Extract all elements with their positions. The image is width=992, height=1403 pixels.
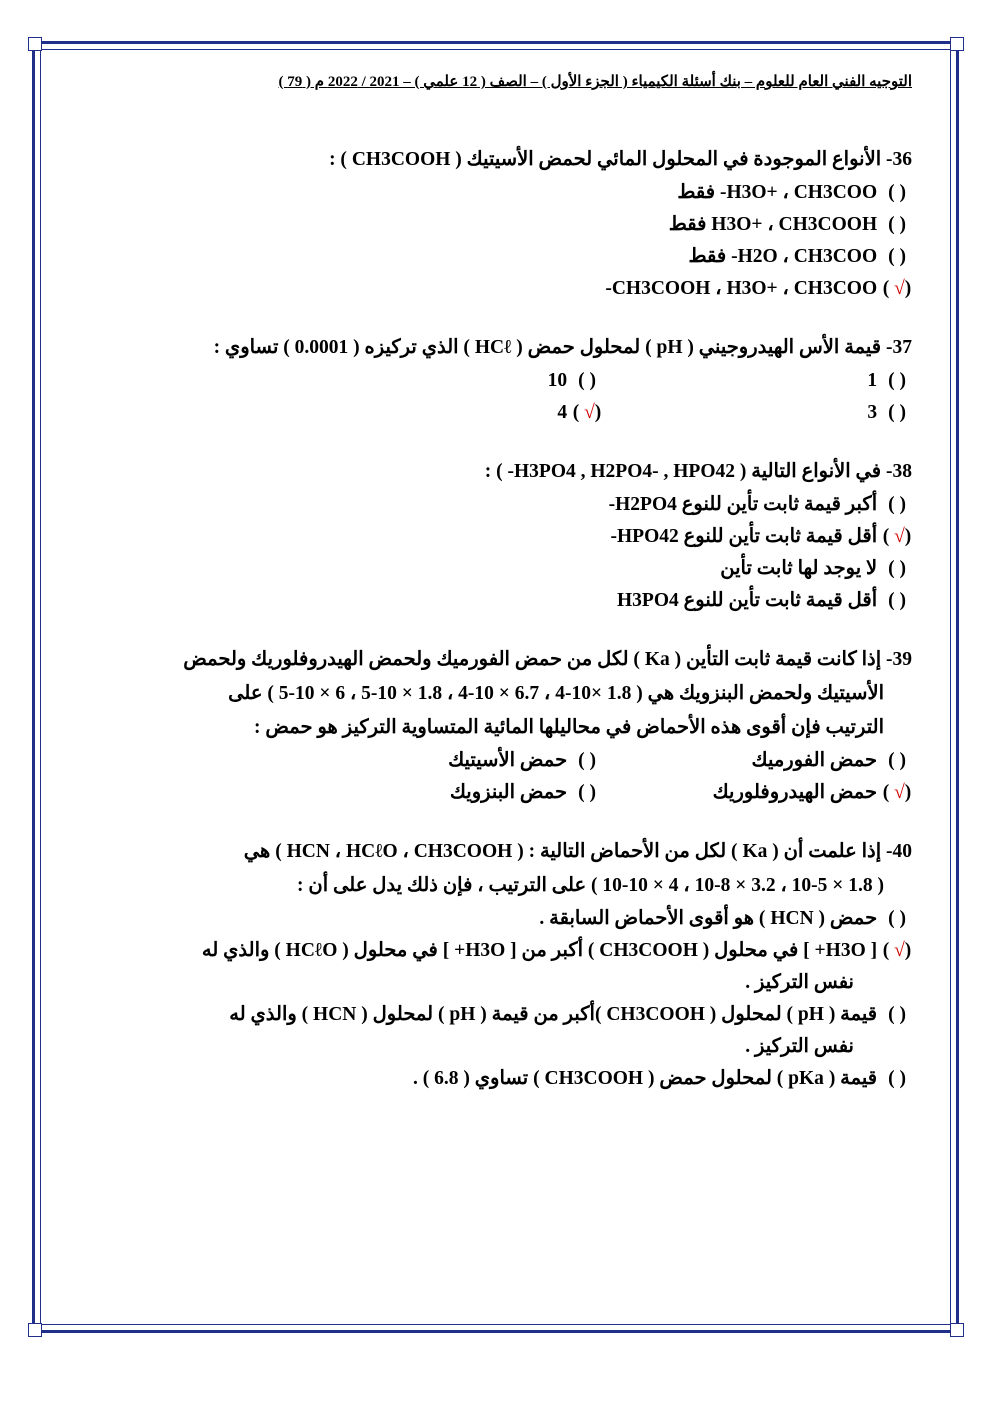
corner-ornament (28, 1323, 42, 1337)
corner-ornament (950, 37, 964, 51)
option-text: CH3COOH ، H3O+ ، CH3COO- (605, 278, 878, 299)
option[interactable]: (√ ) 4 (557, 402, 602, 423)
option-text: أقل قيمة ثابت تأين للنوع HPO42- (610, 526, 878, 547)
question-stem: 37- قيمة الأس الهيدروجيني ( pH ) لمحلول حمض ( HCℓ ) الذي تركيزه ( 0.0001 ) تساوي : (213, 337, 912, 358)
option-continuation: نفس التركيز . (745, 972, 854, 993)
option[interactable]: ( ) أكبر قيمة ثابت تأين للنوع H2PO4- (608, 494, 906, 515)
question-stem: 36- الأنواع الموجودة في المحلول المائي لحمض الأسيتيك ( CH3COOH ) : (329, 149, 912, 170)
option-continuation: نفس التركيز . (745, 1036, 854, 1057)
question-37 (80, 331, 912, 429)
option-text: 4 (557, 402, 568, 423)
option-text: H3O+ ، CH3COO- فقط (677, 182, 878, 203)
option-text: أكبر قيمة ثابت تأين للنوع H2PO4- (608, 494, 878, 515)
answer-mark: √ (584, 402, 595, 423)
option[interactable]: ( ) لا يوجد لها ثابت تأين (720, 558, 906, 579)
option-text: 3 (867, 402, 878, 423)
option[interactable]: ( ) حمض الفورميك (751, 750, 906, 771)
question-40 (80, 835, 912, 1095)
option-text: لا يوجد لها ثابت تأين (720, 558, 878, 579)
option[interactable]: ( ) قيمة ( pKa ) لمحلول حمض ( CH3COOH ) تساوي ( 6.8 ) . (413, 1068, 906, 1089)
option[interactable]: ( ) 1 (867, 370, 906, 391)
question-stem-line: 39- إذا كانت قيمة ثابت التأين ( Ka ) لكل من حمض الفورميك ولحمض الهيدروفلوريك ولحمض (183, 649, 912, 670)
option-text: حمض ( HCN ) هو أقوى الأحماض السابقة . (539, 908, 878, 929)
option[interactable]: ( ) H3O+ ، CH3COOH فقط (668, 214, 906, 235)
option-text: [ H3O+ ] في محلول ( CH3COOH ) أكبر من [ H3O+ ] في محلول ( HCℓO ) والذي له (201, 940, 878, 961)
page-header: التوجيه الفني العام للعلوم – بنك أسئلة الكيمياء ( الجزء الأول ) – الصف ( 12 علمي ) – 2021 / 2022 م ( 79 ) (278, 74, 912, 90)
option[interactable]: ( ) حمض البنزويك (449, 782, 596, 803)
option-text: 10 (547, 370, 568, 391)
option-text: H3O+ ، CH3COOH فقط (668, 214, 878, 235)
corner-ornament (28, 37, 42, 51)
answer-mark: √ (894, 782, 905, 803)
corner-ornament (950, 1323, 964, 1337)
question-39 (80, 643, 912, 809)
answer-mark: √ (894, 278, 905, 299)
question-stem: 38- في الأنواع التالية ( H3PO4 , H2PO4- , HPO42- ) : (484, 461, 912, 482)
question-38 (80, 455, 912, 617)
option-text: قيمة ( pKa ) لمحلول حمض ( CH3COOH ) تساوي ( 6.8 ) . (413, 1068, 878, 1089)
answer-mark: √ (894, 526, 905, 547)
question-36 (80, 143, 912, 305)
option-text: H2O ، CH3COO- فقط (688, 246, 878, 267)
option-text: حمض الأسيتيك (448, 750, 568, 771)
option-text: 1 (867, 370, 878, 391)
option[interactable]: ( ) قيمة ( pH ) لمحلول ( CH3COOH )أكبر من قيمة ( pH ) لمحلول ( HCN ) والذي له (229, 1004, 906, 1025)
document-page (80, 60, 912, 1095)
option[interactable]: ( ) أقل قيمة ثابت تأين للنوع H3PO4 (616, 590, 906, 611)
option[interactable]: ( ) حمض الأسيتيك (448, 750, 596, 771)
option-text: قيمة ( pH ) لمحلول ( CH3COOH )أكبر من قيمة ( pH ) لمحلول ( HCN ) والذي له (229, 1004, 878, 1025)
option-text: حمض الفورميك (751, 750, 878, 771)
question-stem-line: 40- إذا علمت أن ( Ka ) لكل من الأحماض التالية : ( HCN ، HCℓO ، CH3COOH ) هي (243, 841, 912, 862)
question-stem-line: الأسيتيك ولحمض البنزويك هي ( 1.8 ×10-4 ، 6.7 × 10-4 ، 1.8 × 10-5 ، 6 × 10-5 ) على (228, 683, 884, 704)
option[interactable]: ( ) حمض ( HCN ) هو أقوى الأحماض السابقة . (539, 908, 906, 929)
option-text: أقل قيمة ثابت تأين للنوع H3PO4 (616, 590, 878, 611)
option[interactable]: ( ) H3O+ ، CH3COO- فقط (677, 182, 906, 203)
answer-mark: √ (894, 940, 905, 961)
question-stem-line: ( 1.8 × 10-5 ، 3.2 × 10-8 ، 4 × 10-10 ) على الترتيب ، فإن ذلك يدل على أن : (297, 875, 884, 896)
option[interactable]: (√ ) حمض الهيدروفلوريك (712, 782, 912, 803)
option[interactable]: ( ) 3 (867, 402, 906, 423)
option[interactable]: (√ ) [ H3O+ ] في محلول ( CH3COOH ) أكبر من [ H3O+ ] في محلول ( HCℓO ) والذي له (201, 940, 912, 961)
option[interactable]: (√ ) CH3COOH ، H3O+ ، CH3COO- (605, 278, 912, 299)
option[interactable]: (√ ) أقل قيمة ثابت تأين للنوع HPO42- (610, 526, 912, 547)
option-text: حمض البنزويك (449, 782, 568, 803)
option[interactable]: ( ) H2O ، CH3COO- فقط (688, 246, 906, 267)
question-stem-line: الترتيب فإن أقوى هذه الأحماض في محاليلها المائية المتساوية التركيز هو حمض : (254, 717, 884, 738)
option-text: حمض الهيدروفلوريك (712, 782, 878, 803)
option[interactable]: ( ) 10 (547, 370, 596, 391)
